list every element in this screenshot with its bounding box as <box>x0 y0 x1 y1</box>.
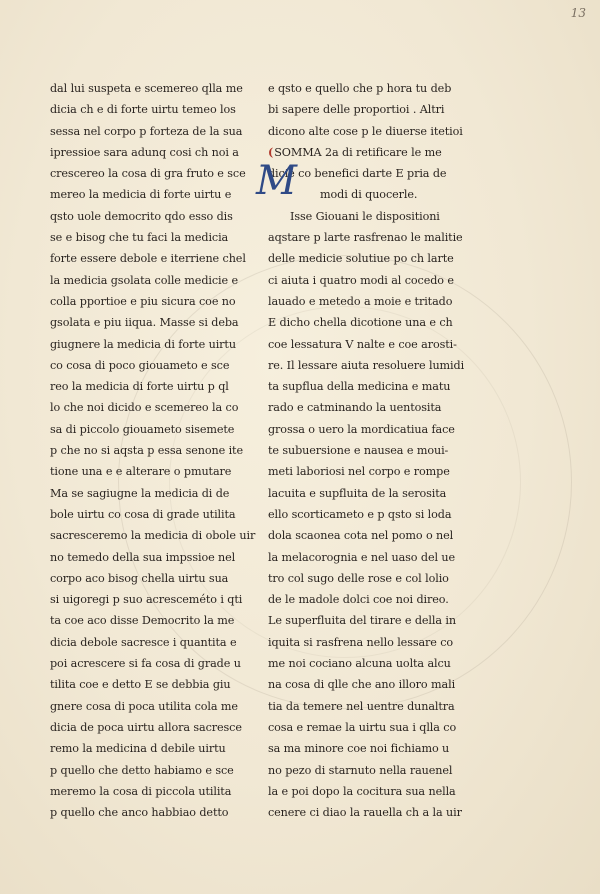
text-line: me noi cociano alcuna uolta alcu <box>268 657 451 671</box>
text-line: rado e catminando la uentosita <box>268 401 442 415</box>
text-line <box>268 142 490 163</box>
text-line: grossa o uero la mordicatiua face <box>268 422 455 436</box>
text-line: ello scorticameto e p qsto si loda <box>268 507 452 521</box>
text-line: remo la medicina d debile uirtu <box>50 742 226 756</box>
text-line: sacresceremo la medicia di obole uir <box>50 529 256 543</box>
text-line: bole uirtu co cosa di grade utilita <box>50 507 236 521</box>
text-line: dicia ch e di forte uirtu temeo los <box>50 103 236 117</box>
text-line: la melacorognia e nel uaso del ue <box>268 550 456 564</box>
text-line: p quello che detto habiamo e sce <box>50 763 234 777</box>
text-line: sessa nel corpo p forteza de la sua <box>50 124 243 138</box>
folio-number: 13 <box>570 6 586 20</box>
text-line: reo la medicia di forte uirtu p ql <box>50 380 229 394</box>
text-line: p che no si aqsta p essa senone ite <box>50 444 243 458</box>
text-line: Ma se sagiugne la medicia di de <box>50 486 230 500</box>
text-line: giugnere la medicia di forte uirtu <box>50 337 236 351</box>
text-line: lauado e metedo a moie e tritado <box>268 294 453 308</box>
text-line: sa di piccolo giouameto sisemete <box>50 422 235 436</box>
text-line: te subuersione e nausea e moui- <box>268 444 449 458</box>
text-line: E dicho chella dicotione una e ch <box>268 316 453 330</box>
text-line: Isse Giouani le dispositioni <box>290 209 440 223</box>
text-line: de le madole dolci coe noi direo. <box>268 593 449 607</box>
text-line: dicie co benefici darte E pria de <box>268 167 447 181</box>
text-line: na cosa di qlle che ano illoro mali <box>268 678 456 692</box>
text-line: mereo la medicia di forte uirtu e <box>50 188 232 202</box>
text-line: tro col sugo delle rose e col lolio <box>268 571 449 585</box>
text-line: tilita coe e detto E se debbia giu <box>50 678 231 692</box>
text-line: poi acrescere si fa cosa di grade u <box>50 657 241 671</box>
right-column <box>256 78 490 823</box>
text-line: tione una e e alterare o pmutare <box>50 465 232 479</box>
text-line: dola scaonea cota nel pomo o nel <box>268 529 454 543</box>
text-line: bi sapere delle proportioi . Altri <box>268 103 445 117</box>
text-line: tia da temere nel uentre dunaltra <box>268 699 455 713</box>
text-line: coe lessatura V nalte e coe arosti- <box>268 337 457 351</box>
text-line: dicia debole sacresce i quantita e <box>50 635 237 649</box>
text-line: la medicia gsolata colle medicie e <box>50 273 238 287</box>
text-line: ci aiuta i quatro modi al cocedo e <box>268 273 454 287</box>
text-line: crescereo la cosa di gra fruto e sce <box>50 167 246 181</box>
text-line: la e poi dopo la cocitura sua nella <box>268 784 456 798</box>
text-line: sa ma minore coe noi fichiamo u <box>268 742 450 756</box>
text-line: dal lui suspeta e scemereo qlla me <box>50 82 243 95</box>
text-line: aqstare p larte rasfrenao le malitie <box>268 231 463 245</box>
text-line: no temedo della sua impssioe nel <box>50 550 236 564</box>
text-line: dicono alte cose p le diuerse itetioi <box>268 124 463 138</box>
text-line: se e bisog che tu faci la medicia <box>50 231 229 245</box>
rubric-marker: ( <box>268 144 274 159</box>
text-line: gnere cosa di poca utilita cola me <box>50 699 238 713</box>
text-line: qsto uole democrito qdo esso dis <box>50 209 233 223</box>
text-line: gsolata e piu iiqua. Masse si deba <box>50 316 239 330</box>
text-line: co cosa di poco giouameto e sce <box>50 358 230 372</box>
text-line: cosa e remae la uirtu sua i qlla co <box>268 720 457 734</box>
decorated-initial: M <box>256 158 297 204</box>
text-line: corpo aco bisog chella uirtu sua <box>50 571 229 585</box>
section-heading: SOMMA 2a di retificare le me <box>274 145 442 159</box>
text-line: e qsto e quello che p hora tu deb <box>268 82 452 95</box>
text-line: re. Il lessare aiuta resoluere lumidi <box>268 358 465 372</box>
text-line: colla pportioe e piu sicura coe no <box>50 294 236 308</box>
text-line: lacuita e supfluita de la serosita <box>268 486 447 500</box>
text-line: ipressioe sara adunq cosi ch noi a <box>50 145 239 159</box>
text-line: ta coe aco disse Democrito la me <box>50 614 235 628</box>
text-line: no pezo di starnuto nella rauenel <box>268 763 453 777</box>
text-line: modi di quocerle. <box>320 188 418 202</box>
left-column <box>50 78 268 823</box>
text-line: iquita si rasfrena nello lessare co <box>268 635 454 649</box>
text-line: p quello che anco habbiao detto <box>50 806 229 820</box>
text-line: meti laboriosi nel corpo e rompe <box>268 465 450 479</box>
text-line: dicia de poca uirtu allora sacresce <box>50 720 242 734</box>
text-line: cenere ci diao la rauella ch a la uir <box>268 806 462 820</box>
text-line: lo che noi dicido e scemereo la co <box>50 401 239 415</box>
text-line: delle medicie solutiue po ch larte <box>268 252 454 266</box>
text-line: Le superfluita del tirare e della in <box>268 614 456 628</box>
text-line: ta supflua della medicina e matu <box>268 380 451 394</box>
text-line: forte essere debole e iterriene chel <box>50 252 246 266</box>
text-line: si uigoregi p suo acresceméto i qti <box>50 593 243 607</box>
text-line: meremo la cosa di piccola utilita <box>50 784 232 798</box>
